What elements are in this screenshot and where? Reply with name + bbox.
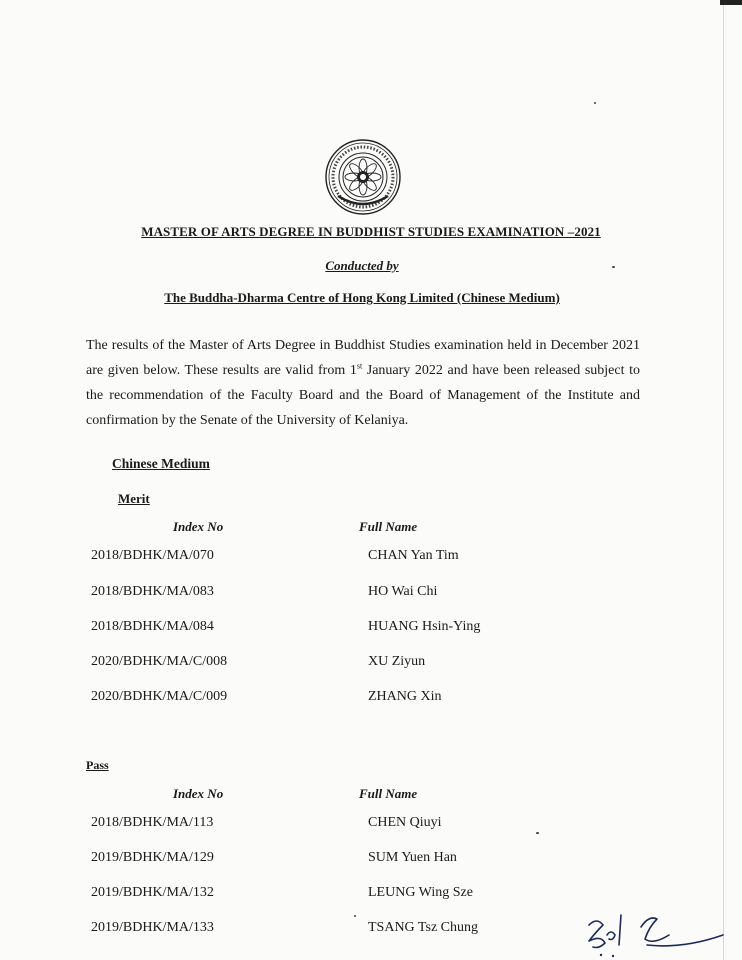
full-name: LEUNG Wing Sze bbox=[368, 885, 473, 900]
merit-row bbox=[0, 548, 742, 568]
medium-heading: Chinese Medium bbox=[112, 456, 210, 471]
pass-row bbox=[0, 885, 742, 905]
full-name: XU Ziyun bbox=[368, 654, 426, 669]
merit-row bbox=[0, 689, 742, 709]
index-number: 2019/BDHK/MA/132 bbox=[91, 885, 214, 900]
full-name: SUM Yuen Han bbox=[368, 850, 457, 865]
intro-superscript: st bbox=[356, 361, 363, 371]
full-name: HO Wai Chi bbox=[368, 584, 438, 599]
intro-paragraph bbox=[86, 333, 640, 433]
pass-col-name-header: Full Name bbox=[359, 786, 418, 801]
pass-col-index-header: Index No bbox=[173, 786, 224, 801]
full-name: CHEN Qiuyi bbox=[368, 815, 442, 830]
merit-col-index-header: Index No bbox=[173, 519, 224, 534]
corner-mark bbox=[720, 0, 742, 5]
index-number: 2018/BDHK/MA/084 bbox=[91, 619, 214, 634]
index-number: 2018/BDHK/MA/070 bbox=[91, 548, 214, 563]
full-name: CHAN Yan Tim bbox=[368, 548, 459, 563]
scan-speck bbox=[536, 832, 539, 834]
intro-text-part2: January 2022 and have been released subject to the recommendation of the Faculty Board and the Board of Management of the Institute and confirmation by the Senate of the University of Kelaniya. bbox=[86, 363, 640, 428]
conducted-by-label: Conducted by bbox=[325, 258, 399, 273]
scan-speck bbox=[594, 102, 596, 104]
merit-row bbox=[0, 584, 742, 604]
document-title: MASTER OF ARTS DEGREE IN BUDDHIST STUDIES EXAMINATION –2021 bbox=[141, 224, 601, 239]
centre-name: The Buddha-Dharma Centre of Hong Kong Limited (Chinese Medium) bbox=[164, 290, 560, 305]
index-number: 2019/BDHK/MA/129 bbox=[91, 850, 214, 865]
pass-row bbox=[0, 815, 742, 835]
index-number: 2020/BDHK/MA/C/009 bbox=[91, 689, 228, 704]
merit-heading: Merit bbox=[118, 491, 150, 506]
index-number: 2020/BDHK/MA/C/008 bbox=[91, 654, 228, 669]
merit-col-name-header: Full Name bbox=[359, 519, 418, 534]
pass-row bbox=[0, 850, 742, 870]
index-number: 2018/BDHK/MA/113 bbox=[91, 815, 214, 830]
index-number: 2018/BDHK/MA/083 bbox=[91, 584, 214, 599]
full-name: ZHANG Xin bbox=[368, 689, 442, 704]
full-name: HUANG Hsin-Ying bbox=[368, 619, 481, 634]
handwritten-signature bbox=[583, 905, 728, 960]
full-name: TSANG Tsz Chung bbox=[368, 920, 478, 935]
merit-row bbox=[0, 654, 742, 674]
merit-row bbox=[0, 619, 742, 639]
scan-speck bbox=[354, 915, 356, 917]
university-seal-logo bbox=[324, 138, 402, 216]
index-number: 2019/BDHK/MA/133 bbox=[91, 920, 214, 935]
pass-heading: Pass bbox=[86, 758, 109, 772]
intro-text-part1: The results of the Master of Arts Degree in Buddhist Studies examination held in December 2021 are given below. These results are valid from 1 bbox=[86, 338, 640, 378]
scan-speck bbox=[612, 266, 615, 268]
